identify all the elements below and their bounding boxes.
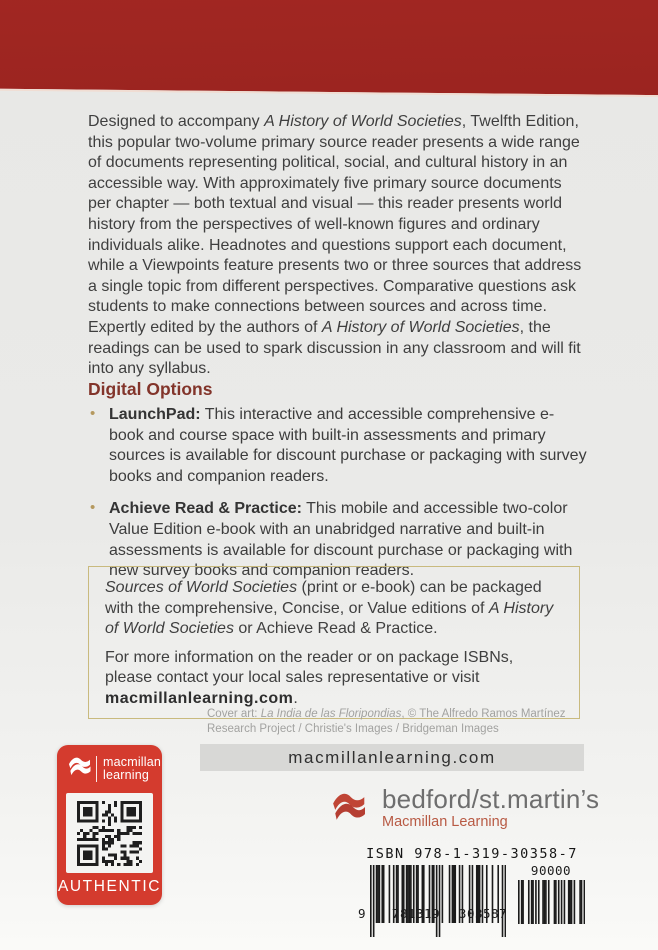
macmillan-m-icon-white bbox=[67, 755, 91, 783]
ean13-barcode bbox=[370, 865, 506, 943]
cover-art-credit: Cover art: La India de las Floripondias, © The Alfredo Ramos Martínez Research Project / Christie's Images / Bridgeman Images bbox=[207, 708, 566, 735]
isbn-label: ISBN 978-1-319-30358-7 bbox=[366, 846, 578, 862]
launchpad-bullet-text: LaunchPad: This interactive and accessible comprehensive e-book and course space with built-in assessments and primary sources is available for discount purchase or packaging with survey books and companion readers. bbox=[109, 406, 587, 485]
publisher-logo bbox=[330, 784, 600, 838]
list-item bbox=[88, 405, 588, 487]
badge-logo-divider bbox=[96, 756, 97, 782]
qr-panel bbox=[66, 793, 153, 873]
barcode-right-digits: 303587 bbox=[458, 906, 508, 921]
publisher-name: bedford/st.martin’s bbox=[382, 784, 600, 814]
barcode-left-digits: 781319 bbox=[391, 906, 441, 921]
badge-brand-text: macmillan learning bbox=[103, 755, 162, 782]
packaging-paragraph: Sources of World Societies (print or e-book) can be packaged with the comprehensive, Concise, or Value editions of A History of World Societies or Achieve Read & Practice. bbox=[105, 579, 554, 637]
qr-code bbox=[77, 801, 142, 866]
badge-brand-row bbox=[67, 755, 162, 783]
isbn-block bbox=[358, 846, 586, 938]
authentic-label: AUTHENTIC bbox=[57, 878, 162, 895]
barcode-supplement-digits: 90000 bbox=[530, 863, 572, 878]
bullet-icon: • bbox=[90, 405, 96, 422]
macmillan-m-icon bbox=[330, 790, 366, 829]
bullet-icon: • bbox=[90, 499, 96, 517]
ean5-supplement-barcode bbox=[518, 880, 585, 924]
top-red-band bbox=[0, 0, 658, 97]
authentic-sticker bbox=[57, 745, 162, 905]
barcode-lead-digit: 9 bbox=[357, 906, 367, 921]
publisher-imprint: Macmillan Learning bbox=[382, 814, 508, 830]
packaging-info-box bbox=[88, 566, 580, 719]
achieve-bullet-text: Achieve Read & Practice: This mobile and accessible two-color Value Edition e-book with an unabridged narrative and built-in assessments is available for discount purchase or packaging with new survey books and companion readers. bbox=[109, 500, 573, 580]
website-url: macmillanlearning.com bbox=[288, 747, 496, 767]
digital-options-heading: Digital Options bbox=[88, 379, 213, 399]
contact-paragraph: For more information on the reader or on package ISBNs, please contact your local sales representative or visit macmillanlearning.com. bbox=[105, 648, 514, 707]
description-paragraph: Designed to accompany A History of World Societies, Twelfth Edition, this popular two-volume primary source reader presents a wide range of documents representing political, social, and cultural history in an accessible way. With approximately five primary source documents per chapter — both textual and visual — this reader presents world history from the perspectives of well-known figures and ordinary individuals alike. Headnotes and questions support each document, while a Viewpoints feature presents two or three sources that address a single topic from different perspectives. Comparative questions ask students to make connections between sources and across time. Expertly edited by the authors of A History of World Societies, the readings can be used to spark discussion in any classroom and will fit into any syllabus. bbox=[88, 113, 582, 378]
website-band bbox=[200, 744, 584, 771]
